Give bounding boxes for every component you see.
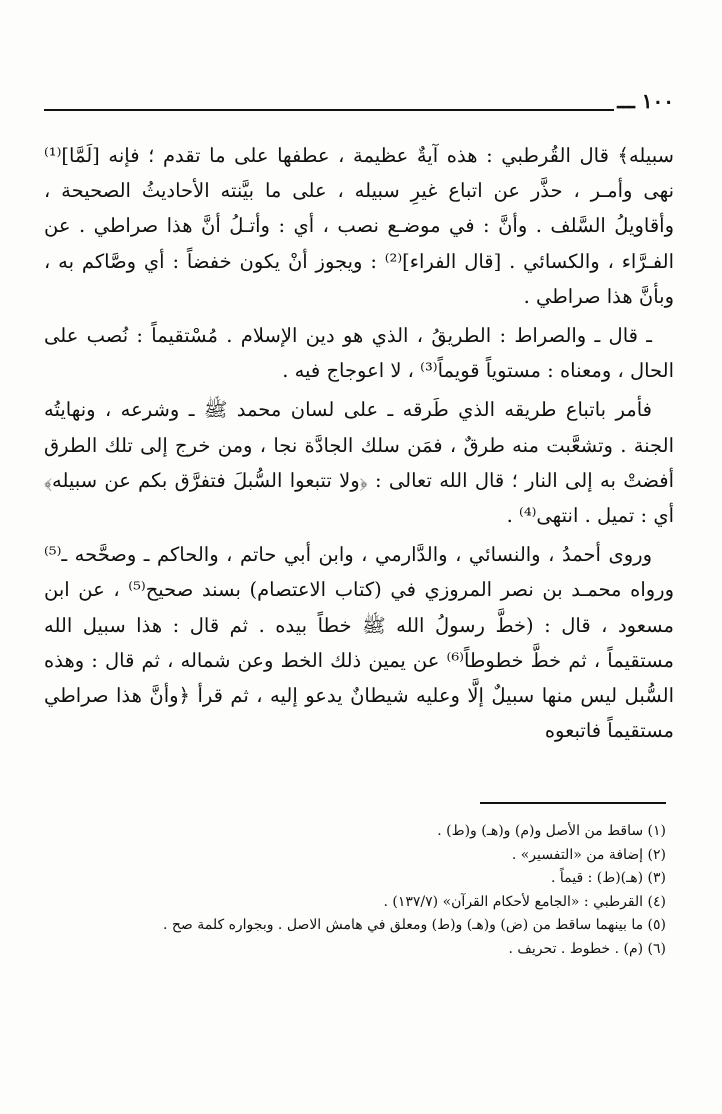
paragraph-1: سبيله﴾ قال القُرطبي : هذه آيةٌ عظيمة ، عطفها على ما تقدم ؛ فإنه [لَمَّا]⁽¹⁾ نهى وأمـر ، حذَّر عن اتباع غيرِ سبيله ، على ما بيَّنته الأحاديثُ الصحيحة ، وأقاويلُ السَّلف . وأنَّ : في موضـع نصب ، أي : وأتـلُ أنَّ هذا صراطي . عن الفـرَّاء ، والكسائي . [قال الفراء]⁽²⁾ : ويجوز أنْ يكون خفضاً : أي وصَّاكم به ، وبأنَّ هذا صراطي . (44, 144, 674, 308)
footnote-separator (480, 802, 666, 804)
header-rule (44, 109, 614, 111)
page-number-value: ١٠٠ (641, 89, 674, 113)
page-number: ١٠٠ ـــ (617, 89, 674, 113)
page-header (44, 86, 674, 116)
footnote-5: (٥) ما بينهما ساقط من (ض) و(هـ) و(ط) ومعلق في هامش الاصل . وبجواره كلمة صح . (162, 917, 666, 934)
footnote-2: (٢) إضافة من «التفسير» . (511, 846, 666, 863)
footnote-1: (١) ساقط من الأصل و(م) و(هـ) و(ط) . (437, 823, 666, 839)
paragraph-4: وروى أحمدُ ، والنسائي ، والدَّارمي ، وابن أبي حاتم ، والحاكم ـ وصحَّحه ـ⁽⁵⁾ ورواه محمـد بن نصر المروزي في (كتاب الاعتصام) بسند صحيح⁽⁵⁾ ، عن ابن مسعود ، قال : (خطَّ رسولُ الله ﷺ خطاً بيده . ثم قال : هذا سبيل الله مستقيماً ، ثم خطَّ خطوطاً⁽⁶⁾ عن يمين ذلك الخط وعن شماله ، ثم قال : وهذه السُّبل ليس منها سبيلٌ إلَّا وعليه شيطانٌ يدعو إليه ، ثم قرأ ﴿وأنَّ هذا صراطي مستقيماً فاتبعوه (44, 543, 674, 743)
footnote-4: (٤) القرطبي : «الجامع لأحكام القرآن» (١٣٧/٧) . (383, 893, 666, 910)
footnote-3: (٣) (هـ)(ط) : قيماً . (551, 870, 666, 887)
paragraph-3: فأمر باتباع طريقه الذي طَرقه ـ على لسان محمد ﷺ ـ وشرعه ، ونهايتُه الجنة . وتشعَّبت منه طرقٌ ، فمَن سلك الجادَّة نجا ، ومن خرج إلى تلك الطرق أفضتْ به إلى النار ؛ قال الله تعالى : ﴿ولا تتبعوا السُّبلَ فتفرَّق بكم عن سبيله﴾ أي : تميل . انتهى⁽⁴⁾ . (44, 398, 674, 528)
paragraph-2: ـ قال ـ والصراط : الطريقُ ، الذي هو دين الإسلام . مُسْتقيماً : نُصب على الحال ، ومعناه : مستوياً قويماً⁽³⁾ ، لا اعوجاج فيه . (44, 324, 674, 383)
footnotes (44, 820, 674, 962)
footnote-6: (٦) (م) . خطوط . تحريف . (508, 940, 666, 957)
main-text (44, 138, 674, 748)
